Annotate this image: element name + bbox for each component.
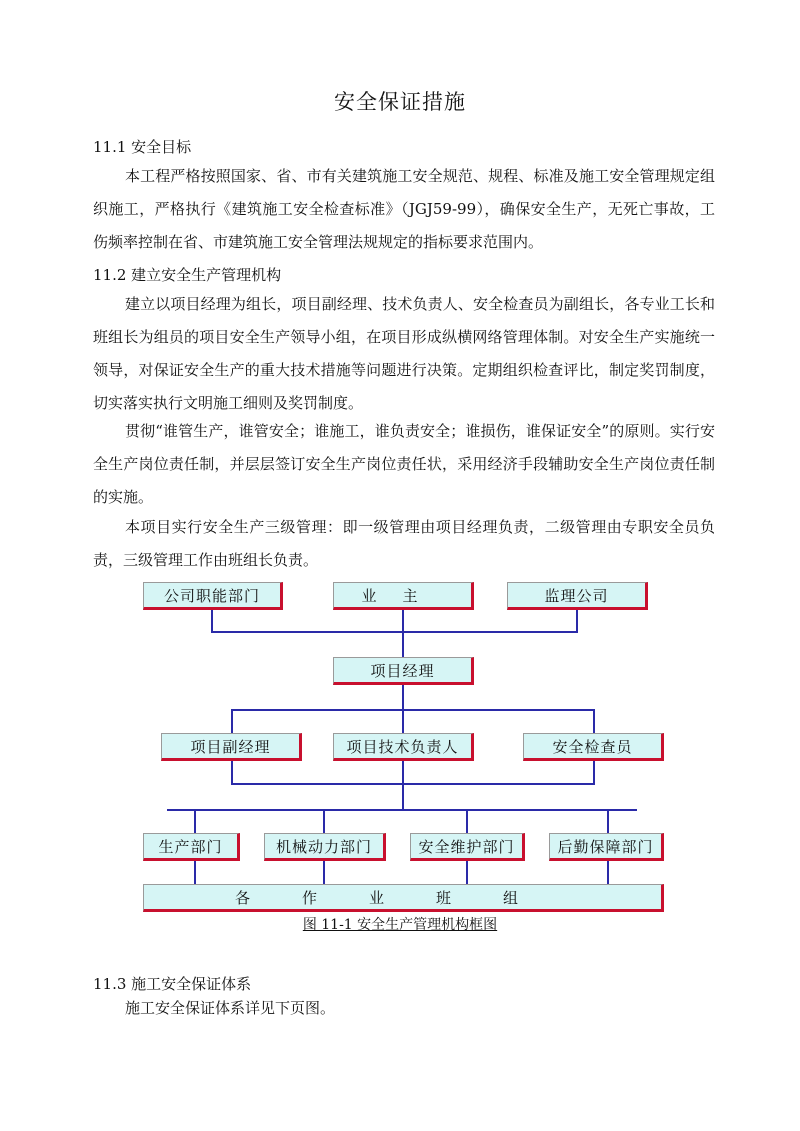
org-box-deputy-manager: 项目副经理 (161, 733, 302, 761)
org-box-supervisor: 监理公司 (507, 582, 648, 610)
org-box-work-teams: 各作业班组 (143, 884, 664, 912)
paragraph-principle: 贯彻“谁管生产，谁管安全；谁施工，谁负责安全；谁损伤，谁保证安全”的原则。实行安全生产岗位责任制，并层层签订安全生产岗位责任状，采用经济手段辅助安全生产岗位责任制的实施。 (93, 422, 715, 506)
org-box-owner: 业主 (333, 582, 474, 610)
paragraph-three-level: 本项目实行安全生产三级管理：即一级管理由项目经理负责，二级管理由专职安全员负责，三级管理工作由班组长负责。 (93, 518, 715, 569)
section-heading-11-1: 11.1 安全目标 (93, 138, 192, 156)
section-heading-11-3: 11.3 施工安全保证体系 (93, 975, 252, 993)
org-box-tech-lead: 项目技术负责人 (333, 733, 474, 761)
org-box-production-dept: 生产部门 (143, 833, 240, 861)
org-box-logistics-dept: 后勤保障部门 (549, 833, 664, 861)
section-heading-11-2: 11.2 建立安全生产管理机构 (93, 266, 282, 284)
paragraph-safety-system: 施工安全保证体系详见下页图。 (125, 999, 336, 1017)
page-title: 安全保证措施 (334, 90, 466, 114)
org-box-safety-inspector: 安全检查员 (523, 733, 664, 761)
paragraph-safety-goal: 本工程严格按照国家、省、市有关建筑施工安全规范、规程、标准及施工安全管理规定组织施工，严格执行《建筑施工安全检查标准》（JGJ59-99），确保安全生产，无死亡事故，工伤频率控制在省、市建筑施工安全管理法规规定的指标要求范围内。 (93, 167, 715, 251)
org-box-company-dept: 公司职能部门 (143, 582, 283, 610)
paragraph-org-setup: 建立以项目经理为组长，项目副经理、技术负责人、安全检查员为副组长，各专业工长和班组长为组员的项目安全生产领导小组，在项目形成纵横网络管理体制。对安全生产实施统一领导，对保证安全生产的重大技术措施等问题进行决策。定期组织检查评比，制定奖罚制度，切实落实执行文明施工细则及奖罚制度。 (93, 295, 715, 412)
org-box-machinery-dept: 机械动力部门 (264, 833, 386, 861)
org-box-project-manager: 项目经理 (333, 657, 474, 685)
org-box-safety-maint-dept: 安全维护部门 (410, 833, 525, 861)
figure-caption: 图 11-1 安全生产管理机构框图 (302, 917, 498, 933)
